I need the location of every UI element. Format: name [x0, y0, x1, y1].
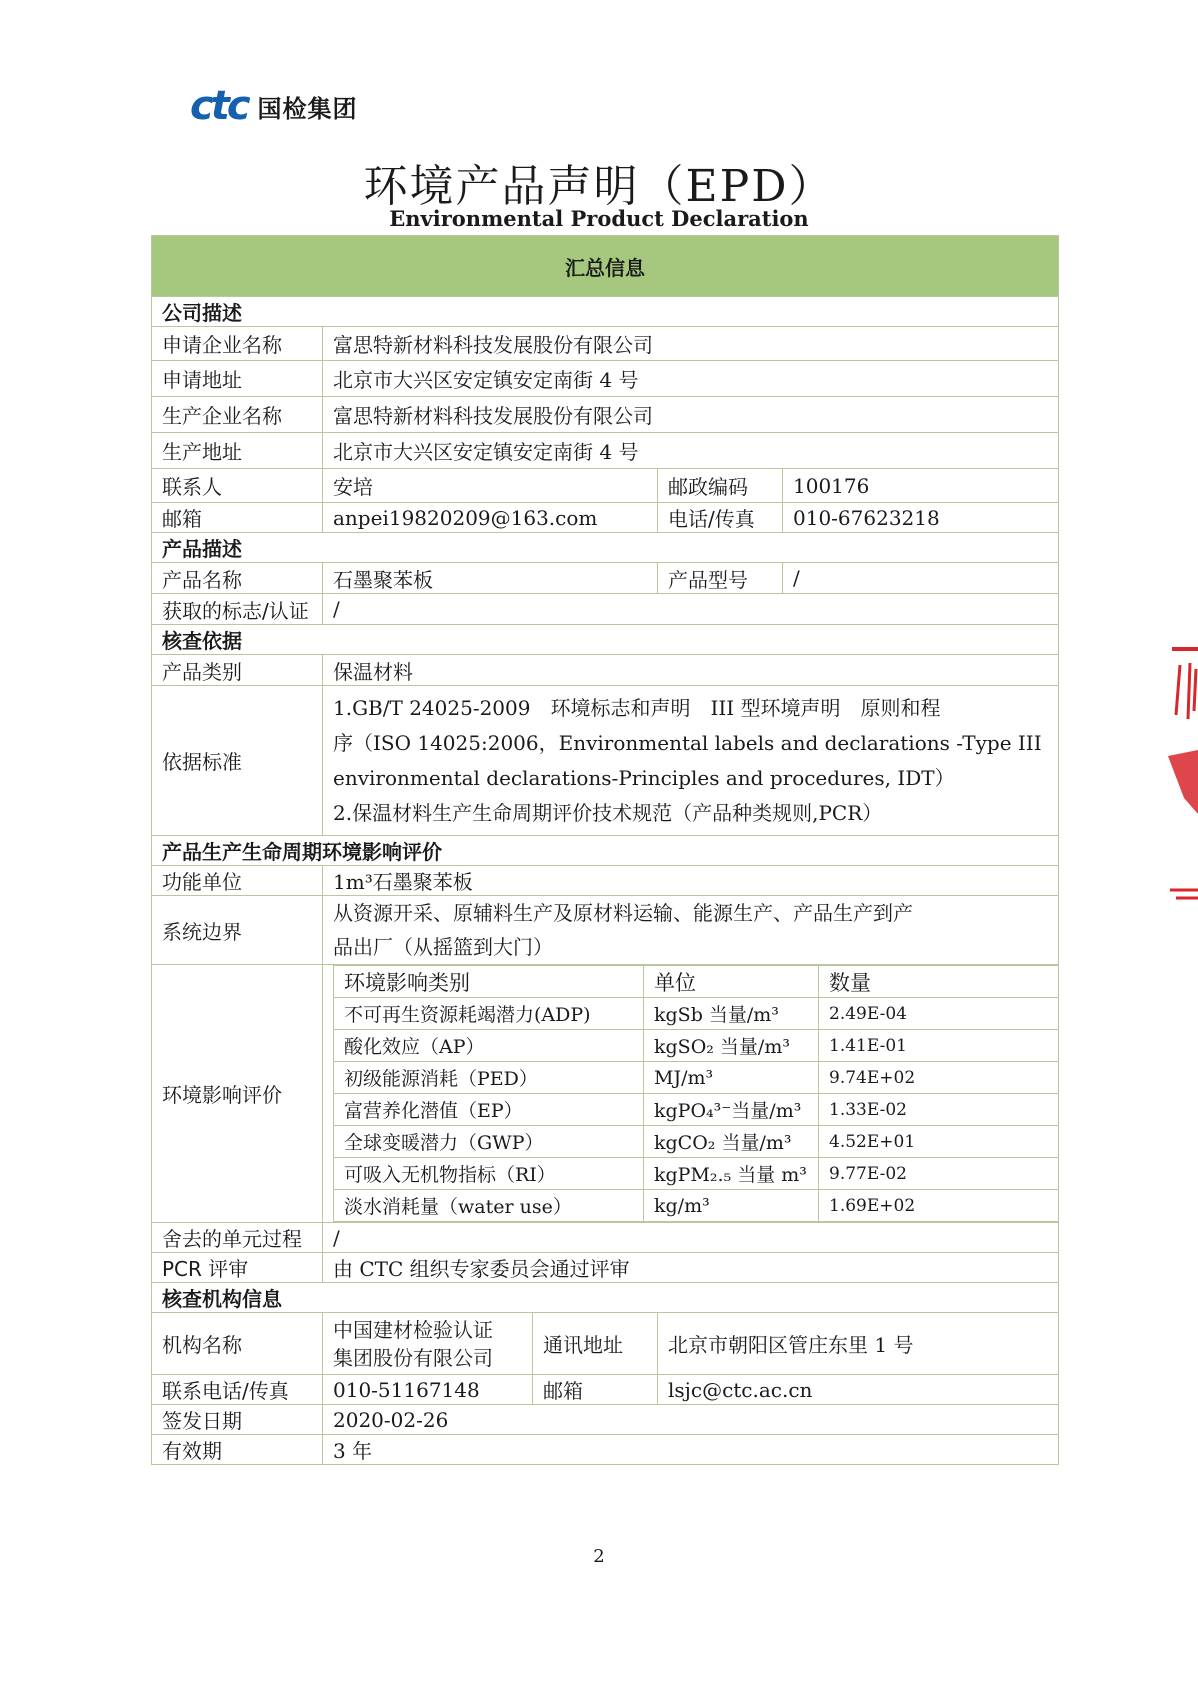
- impact-row: [334, 1062, 1059, 1094]
- issue-date-value: 2020-02-26: [323, 1405, 1059, 1435]
- product-name: 石墨聚苯板: [323, 563, 658, 594]
- impact-value: 1.41E-01: [819, 1030, 1059, 1062]
- contact-value: 安培: [323, 469, 658, 503]
- email-value: anpei19820209@163.com: [323, 503, 658, 533]
- boundary-line: 从资源开采、原辅料生产及原材料运输、能源生产、产品生产到产: [333, 901, 913, 925]
- product-model-label: 产品型号: [658, 563, 783, 594]
- impact-row: [334, 1158, 1059, 1190]
- impact-value: 1.33E-02: [819, 1094, 1059, 1126]
- document-title-cn: 环境产品声明（EPD）: [363, 161, 835, 212]
- impact-unit: kgSb 当量/m³: [644, 998, 819, 1030]
- ctc-logo-text: 国检集团: [257, 94, 358, 123]
- applicant-name-label: 申请企业名称: [152, 327, 323, 361]
- phone-label: 电话/传真: [658, 503, 783, 533]
- impact-category: 初级能源消耗（PED）: [334, 1062, 644, 1094]
- category-value: 保温材料: [323, 655, 1059, 686]
- ctc-logo: [190, 83, 358, 129]
- impact-category: 不可再生资源耗竭潜力(ADP): [334, 998, 644, 1030]
- impact-unit: kgPO₄³⁻当量/m³: [644, 1094, 819, 1126]
- org-name-line: 集团股份有限公司: [333, 1345, 493, 1370]
- functional-unit-label: 功能单位: [152, 866, 323, 896]
- boundary-value: [323, 896, 1059, 965]
- impact-category: 淡水消耗量（water use）: [334, 1190, 644, 1222]
- functional-unit-value: 1m³石墨聚苯板: [323, 866, 1059, 896]
- org-phone-label: 联系电话/传真: [152, 1375, 323, 1405]
- impact-unit: MJ/m³: [644, 1062, 819, 1094]
- impact-row: [334, 1094, 1059, 1126]
- pcr-value: 由 CTC 组织专家委员会通过评审: [323, 1253, 1059, 1283]
- standard-line: 1.GB/T 24025-2009 环境标志和声明 III 型环境声明 原则和程: [333, 695, 941, 720]
- impact-row: [334, 1030, 1059, 1062]
- impact-row: [334, 998, 1059, 1030]
- impact-row: [334, 1190, 1059, 1222]
- producer-name-label: 生产企业名称: [152, 397, 323, 433]
- standard-line: environmental declarations-Principles and procedures, IDT）: [333, 765, 955, 790]
- standard-value: [323, 686, 1059, 836]
- product-model: /: [783, 563, 1059, 594]
- ctc-logo-mark: ctc: [190, 83, 248, 129]
- impact-subtable-cell: [323, 965, 1059, 1223]
- org-address-label: 通讯地址: [533, 1313, 658, 1375]
- excluded-value: /: [323, 1223, 1059, 1253]
- org-email-value: lsjc@ctc.ac.cn: [658, 1375, 1059, 1405]
- section-product: 产品描述: [152, 533, 1059, 563]
- impact-category: 可吸入无机物指标（RI）: [334, 1158, 644, 1190]
- section-verifier: 核查机构信息: [152, 1283, 1059, 1313]
- producer-address-label: 生产地址: [152, 433, 323, 469]
- impact-value: 1.69E+02: [819, 1190, 1059, 1222]
- product-name-label: 产品名称: [152, 563, 323, 594]
- impact-unit: kgPM₂.₅ 当量 m³: [644, 1158, 819, 1190]
- impact-header-unit: 单位: [644, 966, 819, 998]
- page-number: 2: [593, 1546, 605, 1567]
- standard-line: 2.保温材料生产生命周期评价技术规范（产品种类规则,PCR）: [333, 800, 883, 825]
- boundary-line: 品出厂（从摇篮到大门）: [333, 935, 553, 959]
- org-name-value: [323, 1313, 533, 1375]
- impact-header-category: 环境影响类别: [334, 966, 644, 998]
- impact-unit: kgCO₂ 当量/m³: [644, 1126, 819, 1158]
- org-phone-value: 010-51167148: [323, 1375, 533, 1405]
- producer-name: 富思特新材料科技发展股份有限公司: [323, 397, 1059, 433]
- postcode-label: 邮政编码: [658, 469, 783, 503]
- impact-unit: kg/m³: [644, 1190, 819, 1222]
- seal-stamp-wedge-icon: [1166, 748, 1198, 818]
- impact-category: 酸化效应（AP）: [334, 1030, 644, 1062]
- category-label: 产品类别: [152, 655, 323, 686]
- org-address-value: 北京市朝阳区管庄东里 1 号: [658, 1313, 1059, 1375]
- document-title-en: Environmental Product Declaration: [389, 206, 809, 231]
- certification-label: 获取的标志/认证: [152, 594, 323, 625]
- seal-stamp-fragment-icon: [1166, 645, 1198, 735]
- validity-label: 有效期: [152, 1435, 323, 1465]
- impact-value: 2.49E-04: [819, 998, 1059, 1030]
- impact-value: 4.52E+01: [819, 1126, 1059, 1158]
- impact-category: 全球变暖潜力（GWP）: [334, 1126, 644, 1158]
- standard-label: 依据标准: [152, 686, 323, 836]
- impact-category: 富营养化潜值（EP）: [334, 1094, 644, 1126]
- seal-stamp-edge-icon: [1166, 880, 1198, 904]
- postcode-value: 100176: [783, 469, 1059, 503]
- applicant-address: 北京市大兴区安定镇安定南街 4 号: [323, 361, 1059, 397]
- impact-unit: kgSO₂ 当量/m³: [644, 1030, 819, 1062]
- impact-header-quantity: 数量: [819, 966, 1059, 998]
- impact-row: [334, 1126, 1059, 1158]
- applicant-name: 富思特新材料科技发展股份有限公司: [323, 327, 1059, 361]
- producer-address: 北京市大兴区安定镇安定南街 4 号: [323, 433, 1059, 469]
- impact-value: 9.74E+02: [819, 1062, 1059, 1094]
- org-name-label: 机构名称: [152, 1313, 323, 1375]
- boundary-label: 系统边界: [152, 896, 323, 965]
- certification-value: /: [323, 594, 1059, 625]
- validity-value: 3 年: [323, 1435, 1059, 1465]
- section-company: 公司描述: [152, 297, 1059, 327]
- applicant-address-label: 申请地址: [152, 361, 323, 397]
- org-name-line: 中国建材检验认证: [333, 1317, 493, 1342]
- contact-label: 联系人: [152, 469, 323, 503]
- issue-date-label: 签发日期: [152, 1405, 323, 1435]
- pcr-label: PCR 评审: [152, 1253, 323, 1283]
- impact-value: 9.77E-02: [819, 1158, 1059, 1190]
- phone-value: 010-67623218: [783, 503, 1059, 533]
- summary-heading: 汇总信息: [152, 236, 1059, 297]
- email-label: 邮箱: [152, 503, 323, 533]
- standard-line: 序（ISO 14025:2006，Environmental labels and declarations -Type III: [333, 730, 1042, 755]
- excluded-label: 舍去的单元过程: [152, 1223, 323, 1253]
- org-email-label: 邮箱: [533, 1375, 658, 1405]
- section-lca: 产品生产生命周期环境影响评价: [152, 836, 1059, 866]
- section-basis: 核查依据: [152, 625, 1059, 655]
- summary-table: [151, 235, 1059, 1465]
- impact-label: 环境影响评价: [152, 965, 323, 1223]
- impact-table: [333, 965, 1059, 1222]
